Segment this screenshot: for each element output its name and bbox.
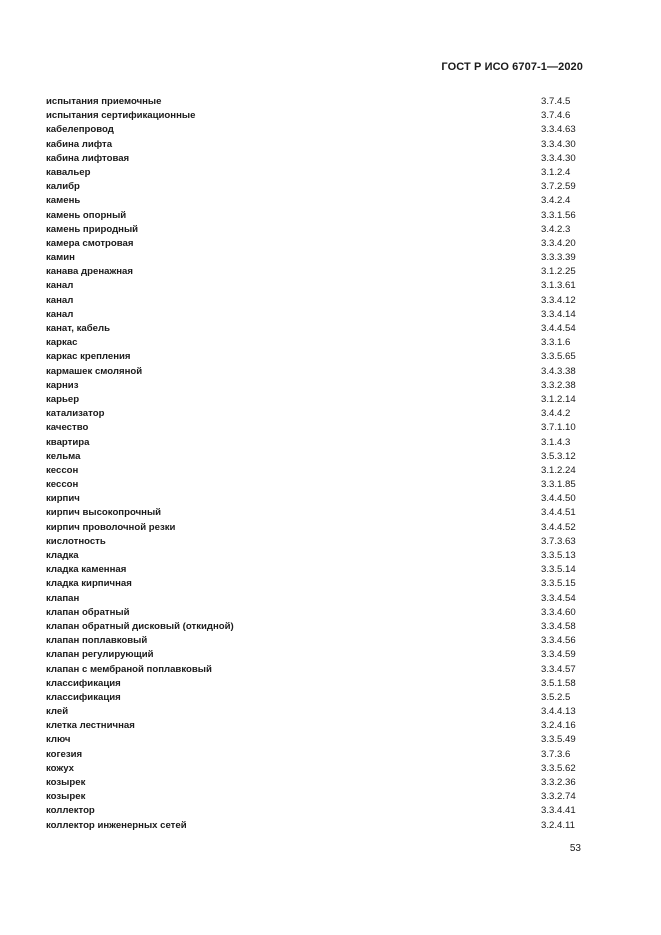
index-term: клапан поплавковый [46,635,148,647]
index-entry [46,294,591,308]
index-term: карьер [46,393,80,405]
index-reference: 3.3.5.49 [541,734,576,746]
index-term: камень природный [46,223,139,235]
index-term: клапан [46,592,80,604]
index-reference: 3.3.4.20 [541,237,576,249]
index-term: классификация [46,691,121,703]
index-term: камин [46,252,75,264]
index-entry [46,180,591,194]
index-entry [46,478,591,492]
index-term: кабина лифта [46,138,113,150]
index-entry [46,492,591,506]
index-entry [46,606,591,620]
index-reference: 3.3.4.59 [541,649,576,661]
index-entry [46,719,591,733]
index-reference: 3.3.4.41 [541,805,576,817]
index-entry [46,194,591,208]
index-term: канат, кабель [46,323,110,334]
index-reference: 3.3.1.56 [541,209,576,221]
index-term: канава дренажная [46,266,133,278]
index-entry [46,535,591,549]
index-term: квартира [46,436,90,448]
index-term: испытания сертификационные [46,110,196,122]
index-term: камера смотровая [46,237,134,249]
index-entry [46,237,591,251]
index-reference: 3.7.2.59 [541,181,576,193]
index-term: когезия [46,748,83,760]
index-reference: 3.3.5.13 [541,550,576,561]
index-reference: 3.3.4.14 [541,308,576,320]
index-term: клапан регулирующий [46,649,154,661]
index-reference: 3.3.5.15 [541,578,576,590]
index-term: качество [46,422,89,434]
index-entry [46,223,591,237]
index-term: испытания приемочные [46,96,162,107]
index-term: кислотность [46,535,106,547]
index-term: кабина лифтовая [46,152,130,164]
index-entry [46,563,591,577]
index-term: козырек [46,791,86,803]
index-reference: 3.4.4.54 [541,323,576,334]
index-term: канал [46,308,74,320]
index-reference: 3.7.4.5 [541,96,571,107]
index-term: козырек [46,777,86,788]
index-term: классификация [46,677,121,689]
index-term: кладка [46,550,79,561]
index-entry [46,393,591,407]
index-reference: 3.3.4.60 [541,606,576,618]
index-entry [46,265,591,279]
index-reference: 3.3.4.30 [541,138,576,150]
index-entry [46,549,591,563]
index-reference: 3.4.4.2 [541,408,571,420]
index-reference: 3.7.1.10 [541,422,576,434]
index-reference: 3.3.2.74 [541,791,576,803]
index-entry [46,123,591,137]
index-entry [46,308,591,322]
index-reference: 3.7.4.6 [541,110,571,122]
index-term: канал [46,280,74,292]
index-term: каркас [46,337,78,349]
index-term: кирпич высокопрочный [46,507,162,519]
index-entry [46,336,591,350]
index-reference: 3.3.3.39 [541,252,576,264]
index-reference: 3.3.1.6 [541,337,571,349]
index-reference: 3.1.2.24 [541,464,576,476]
index-term: камень [46,195,81,207]
index-entry [46,506,591,520]
index-entry [46,464,591,478]
index-reference: 3.5.2.5 [541,691,571,703]
index-reference: 3.7.3.63 [541,535,576,547]
index-entry [46,95,591,109]
index-reference: 3.3.4.57 [541,663,576,675]
index-entry [46,407,591,421]
index-term: клей [46,706,69,718]
index-entry [46,577,591,591]
index-entry [46,776,591,790]
index-entry [46,691,591,705]
index-reference: 3.1.2.4 [541,166,571,178]
index-entry [46,592,591,606]
index-term: клетка лестничная [46,720,135,732]
index-term: кармашек смоляной [46,365,143,377]
page-number: 53 [569,843,581,854]
index-reference: 3.7.3.6 [541,748,571,760]
index-entry [46,648,591,662]
index-entry [46,634,591,648]
index-reference: 3.3.4.12 [541,294,576,306]
index-term: карниз [46,379,79,391]
index-reference: 3.5.1.58 [541,677,576,689]
index-reference: 3.3.1.85 [541,479,576,491]
index-entry [46,436,591,450]
index-term: клапан обратный [46,606,130,618]
index-term: кавальер [46,166,91,178]
index-entry [46,251,591,265]
index-reference: 3.5.3.12 [541,450,576,462]
index-reference: 3.3.4.56 [541,635,576,647]
document-code: ГОСТ Р ИСО 6707-1—2020 [441,61,583,73]
index-entry [46,209,591,223]
index-term: клапан с мембраной поплавковый [46,663,212,675]
index-entry [46,379,591,393]
index-reference: 3.3.5.14 [541,564,576,576]
index-term: кладка кирпичная [46,578,132,590]
index-entry [46,521,591,535]
index-reference: 3.3.4.30 [541,152,576,164]
index-reference: 3.4.4.52 [541,521,576,533]
index-term: катализатор [46,408,105,420]
index-term: кирпич [46,493,80,505]
index-reference: 3.3.2.36 [541,777,576,788]
index-reference: 3.3.2.38 [541,379,576,391]
index-term: кожух [46,762,74,774]
index-entry [46,166,591,180]
index-term: коллектор инженерных сетей [46,819,187,831]
index-term: кельма [46,450,81,462]
index-entry [46,804,591,818]
index-reference: 3.2.4.11 [541,819,575,831]
index-reference: 3.3.4.54 [541,592,576,604]
index-term: канал [46,294,74,306]
index-reference: 3.1.4.3 [541,436,571,448]
index-entry [46,677,591,691]
index-reference: 3.4.2.3 [541,223,571,235]
index-reference: 3.3.5.62 [541,762,576,774]
index-term: кабелепровод [46,124,114,136]
index-term: кирпич проволочной резки [46,521,176,533]
index-term: каркас крепления [46,351,131,363]
index-reference: 3.4.3.38 [541,365,576,377]
index-entry [46,663,591,677]
index-term: клапан обратный дисковый (откидной) [46,620,234,632]
index-entry [46,748,591,762]
index-entry [46,138,591,152]
index-entry [46,733,591,747]
index-reference: 3.1.2.14 [541,393,576,405]
index-reference: 3.3.5.65 [541,351,576,363]
index-reference: 3.2.4.16 [541,720,576,732]
index-entry [46,279,591,293]
index-term: ключ [46,734,71,746]
index-term: калибр [46,181,80,193]
index-reference: 3.4.4.50 [541,493,576,505]
index-entry [46,705,591,719]
index-entry [46,620,591,634]
index-reference: 3.1.2.25 [541,266,576,278]
index-reference: 3.3.4.58 [541,620,576,632]
index-term: кессон [46,479,79,491]
index-entry [46,109,591,123]
index-entry [46,819,591,833]
index-list [46,95,591,833]
index-entry [46,350,591,364]
index-reference: 3.3.4.63 [541,124,576,136]
index-entry [46,450,591,464]
index-term: камень опорный [46,209,127,221]
index-reference: 3.4.4.51 [541,507,576,519]
index-entry [46,365,591,379]
index-entry [46,322,591,336]
index-entry [46,152,591,166]
index-term: кессон [46,464,79,476]
index-reference: 3.4.4.13 [541,706,576,718]
index-term: коллектор [46,805,95,817]
index-entry [46,790,591,804]
index-reference: 3.1.3.61 [541,280,576,292]
index-term: кладка каменная [46,564,127,576]
index-reference: 3.4.2.4 [541,195,571,207]
index-entry [46,762,591,776]
index-entry [46,421,591,435]
